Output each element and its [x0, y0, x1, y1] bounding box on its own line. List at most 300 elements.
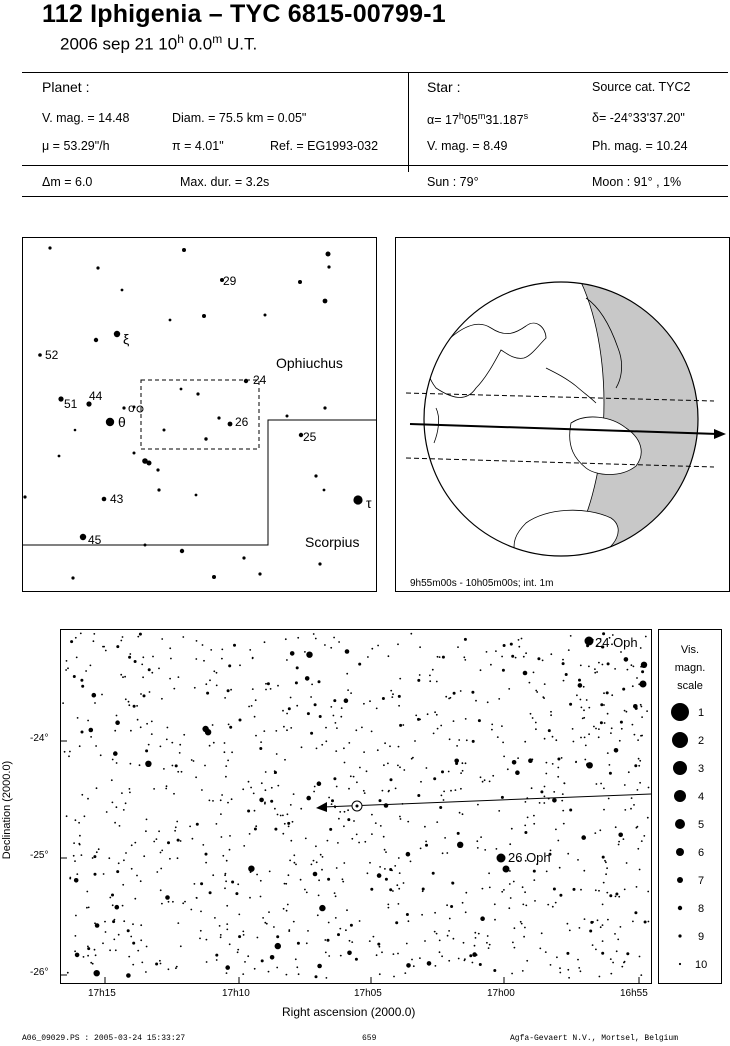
- field-star: [608, 798, 610, 800]
- field-star: [350, 775, 352, 777]
- field-star: [290, 840, 292, 842]
- field-star: [328, 797, 330, 799]
- field-star: [337, 842, 339, 844]
- field-star: [457, 832, 460, 835]
- field-star: [395, 921, 398, 924]
- field-star: [535, 722, 537, 724]
- field-star: [290, 651, 295, 656]
- field-star: [353, 820, 355, 822]
- field-star: [306, 652, 312, 658]
- field-star: [233, 644, 236, 647]
- field-star: [575, 761, 577, 763]
- field-star: [318, 879, 320, 881]
- field-star: [462, 770, 464, 772]
- field-star: [404, 972, 406, 974]
- field-star: [229, 726, 232, 729]
- field-star: [137, 950, 139, 952]
- field-star: [109, 897, 111, 899]
- field-star: [133, 705, 136, 708]
- field-star: [639, 869, 641, 871]
- field-star: [212, 800, 214, 802]
- field-star: [643, 835, 645, 837]
- field-star: [397, 765, 399, 767]
- field-star: [350, 692, 352, 694]
- field-star: [331, 799, 334, 802]
- field-star: [588, 733, 590, 735]
- field-star: [206, 939, 208, 941]
- field-star: [377, 749, 379, 751]
- field-star: [103, 873, 105, 875]
- field-star: [569, 703, 572, 706]
- field-star: [609, 764, 611, 766]
- field-star: [67, 972, 69, 974]
- field-star: [168, 968, 170, 970]
- field-star: [293, 854, 295, 856]
- field-star: [465, 762, 467, 764]
- field-star: [484, 849, 486, 851]
- field-star: [647, 817, 649, 819]
- field-star: [397, 643, 399, 645]
- field-star: [325, 952, 327, 954]
- field-star: [104, 921, 106, 923]
- field-star: [305, 838, 307, 840]
- finder-chart-panel: [22, 237, 377, 592]
- field-star: [541, 932, 543, 934]
- field-star: [425, 844, 428, 847]
- field-star: [237, 883, 239, 885]
- field-star: [632, 724, 634, 726]
- field-star: [93, 640, 95, 642]
- field-star: [283, 726, 285, 728]
- planet-parallax: π = 4.01": [172, 139, 224, 153]
- legend-values: [695, 707, 707, 971]
- field-star: [88, 907, 90, 909]
- field-star: [398, 888, 400, 890]
- field-star: [178, 676, 180, 678]
- field-star: [319, 715, 322, 718]
- field-star: [225, 765, 227, 767]
- field-star: [320, 854, 322, 856]
- field-star: [75, 915, 77, 917]
- field-star: [460, 788, 462, 790]
- field-star: [136, 705, 138, 707]
- field-star: [205, 853, 208, 856]
- field-star: [489, 887, 491, 889]
- field-star: [282, 815, 284, 817]
- field-star: [225, 880, 227, 882]
- field-star: [131, 844, 133, 846]
- field-star: [93, 633, 95, 635]
- field-star: [403, 769, 405, 771]
- field-star: [339, 928, 341, 930]
- field-star: [487, 935, 489, 937]
- field-star: [562, 810, 564, 812]
- field-star: [583, 870, 585, 872]
- field-star: [533, 870, 536, 873]
- field-star: [609, 772, 612, 775]
- finder-chart: [23, 238, 376, 591]
- field-star: [580, 970, 582, 972]
- field-star: [478, 719, 481, 722]
- field-star: [75, 819, 77, 821]
- field-star: [463, 656, 465, 658]
- field-star: [255, 735, 257, 737]
- field-star: [226, 860, 228, 862]
- field-star: [276, 935, 279, 938]
- planet-motion: μ = 53.29"/h: [42, 139, 110, 153]
- field-star: [532, 759, 534, 761]
- field-star: [441, 955, 443, 957]
- field-star: [125, 802, 127, 804]
- field-star: [482, 781, 484, 783]
- field-star: [618, 841, 620, 843]
- field-star: [238, 914, 240, 916]
- field-star: [297, 942, 300, 945]
- field-star: [313, 791, 315, 793]
- field-star: [216, 823, 218, 825]
- field-star: [216, 959, 218, 961]
- field-star: [614, 748, 619, 753]
- field-star: [398, 903, 400, 905]
- field-star: [81, 854, 83, 856]
- finder-label-xi: ξ: [123, 331, 130, 347]
- field-star: [80, 633, 82, 635]
- field-star: [550, 711, 552, 713]
- legend-mag-1: 1: [698, 707, 705, 719]
- field-star: [324, 939, 326, 941]
- field-star: [494, 919, 496, 921]
- finder-label-25: 25: [303, 430, 317, 444]
- field-star: [577, 859, 579, 861]
- field-star: [369, 700, 371, 702]
- field-star: [335, 750, 337, 752]
- finder-label-45: 45: [88, 533, 102, 547]
- field-star: [393, 976, 395, 978]
- field-star: [109, 949, 111, 951]
- field-star: [296, 966, 298, 968]
- field-star: [121, 792, 123, 794]
- field-star: [313, 860, 315, 862]
- field-star: [335, 917, 337, 919]
- field-star: [462, 762, 464, 764]
- field-star: [172, 765, 174, 767]
- field-star: [259, 747, 262, 750]
- field-star: [349, 940, 351, 942]
- field-star: [326, 977, 328, 979]
- field-star: [524, 831, 527, 834]
- field-star: [305, 676, 310, 681]
- field-star: [261, 959, 264, 962]
- field-star: [593, 726, 595, 728]
- field-star: [640, 647, 642, 649]
- field-star: [249, 649, 251, 651]
- field-star: [278, 944, 280, 946]
- legend-mag-2: 2: [698, 735, 705, 747]
- field-star: [555, 829, 557, 831]
- field-star: [480, 916, 485, 921]
- legend-title-2: magn.: [674, 662, 706, 674]
- field-star: [209, 745, 211, 747]
- field-star: [242, 788, 244, 790]
- field-star: [385, 878, 388, 881]
- field-star: [344, 698, 349, 703]
- field-star: [463, 942, 465, 944]
- field-star: [86, 891, 88, 893]
- field-star: [224, 751, 226, 753]
- field-star: [527, 817, 529, 819]
- field-star: [583, 686, 585, 688]
- field-star: [327, 878, 330, 881]
- field-star: [227, 760, 229, 762]
- field-star: [274, 828, 277, 831]
- field-star: [563, 782, 565, 784]
- field-star: [363, 751, 365, 753]
- field-star: [444, 837, 446, 839]
- field-star: [464, 659, 466, 661]
- field-star: [169, 858, 171, 860]
- field-star: [112, 904, 114, 906]
- field-star: [132, 923, 134, 925]
- field-star: [315, 845, 317, 847]
- field-star: [399, 816, 401, 818]
- field-star: [453, 720, 455, 722]
- field-star: [243, 934, 245, 936]
- field-star: [578, 679, 581, 682]
- field-star: [177, 771, 179, 773]
- field-star: [508, 688, 510, 690]
- field-star: [324, 644, 326, 646]
- field-star: [415, 715, 417, 717]
- field-star: [400, 818, 402, 820]
- field-star: [156, 871, 158, 873]
- field-star: [637, 739, 639, 741]
- field-star: [83, 956, 85, 958]
- field-star: [633, 804, 635, 806]
- field-star: [484, 779, 486, 781]
- field-star: [69, 877, 71, 879]
- field-star: [173, 688, 175, 690]
- field-star: [604, 722, 606, 724]
- field-star: [627, 669, 629, 671]
- field-star: [580, 665, 582, 667]
- info-divider: [408, 72, 409, 172]
- field-star: [607, 713, 609, 715]
- field-star: [143, 694, 146, 697]
- field-star: [122, 884, 124, 886]
- legend-mag-5: 5: [698, 819, 705, 831]
- field-star: [540, 790, 543, 793]
- field-star: [140, 726, 142, 728]
- field-star: [509, 870, 511, 872]
- field-star: [292, 821, 294, 823]
- field-star: [475, 937, 477, 939]
- field-star: [252, 658, 254, 660]
- field-star: [457, 646, 459, 648]
- target-star-marker: [137, 406, 143, 412]
- field-star: [641, 670, 644, 673]
- field-star: [128, 656, 131, 659]
- field-star: [139, 633, 142, 636]
- field-star: [114, 822, 116, 824]
- field-star: [514, 947, 516, 949]
- field-star: [539, 948, 541, 950]
- field-star: [367, 656, 369, 658]
- field-star: [376, 708, 378, 710]
- field-star: [557, 776, 559, 778]
- field-star: [488, 872, 490, 874]
- field-star: [264, 922, 266, 924]
- field-star: [285, 883, 287, 885]
- field-star: [553, 888, 556, 891]
- field-star: [347, 809, 349, 811]
- field-star: [533, 879, 535, 881]
- field-star: [385, 851, 387, 853]
- field-star: [552, 763, 554, 765]
- field-star: [449, 738, 451, 740]
- field-star: [342, 878, 344, 880]
- time-suffix: U.T.: [222, 34, 258, 54]
- field-star: [94, 949, 96, 951]
- field-star: [546, 762, 548, 764]
- field-star: [298, 973, 300, 975]
- target-star-dot: [356, 805, 359, 808]
- field-star: [601, 952, 604, 955]
- field-star: [639, 782, 641, 784]
- field-star: [439, 940, 441, 942]
- field-star: [268, 971, 270, 973]
- field-star: [113, 939, 115, 941]
- field-star: [106, 811, 108, 813]
- field-star: [286, 659, 288, 661]
- field-star: [355, 729, 357, 731]
- field-star: [120, 674, 122, 676]
- field-star: [167, 841, 170, 844]
- field-star: [310, 732, 313, 735]
- field-star: [126, 973, 131, 978]
- field-star: [270, 688, 272, 690]
- field-star: [384, 803, 389, 808]
- field-star: [498, 810, 500, 812]
- field-star: [545, 951, 547, 953]
- field-star: [586, 763, 591, 768]
- field-star: [171, 742, 173, 744]
- field-star: [125, 698, 127, 700]
- field-star: [161, 903, 163, 905]
- field-star: [347, 818, 350, 821]
- field-star: [202, 844, 204, 846]
- globe-panel: [395, 237, 730, 592]
- field-star: [313, 633, 315, 635]
- field-star: [563, 823, 565, 825]
- field-star: [399, 678, 401, 680]
- field-star: [525, 801, 527, 803]
- x-tick-16h55: 16h55: [620, 988, 648, 999]
- field-star: [199, 938, 201, 940]
- field-star: [209, 679, 211, 681]
- field-star: [363, 790, 365, 792]
- field-star: [73, 675, 76, 678]
- field-star: [87, 946, 89, 948]
- field-star: [336, 727, 338, 729]
- field-star: [595, 728, 597, 730]
- field-star: [465, 911, 467, 913]
- field-star: [502, 669, 505, 672]
- field-star: [466, 739, 468, 741]
- field-star: [388, 791, 390, 793]
- field-star: [224, 697, 226, 699]
- field-star: [325, 727, 327, 729]
- field-star: [85, 670, 87, 672]
- field-star: [220, 936, 222, 938]
- field-star: [561, 800, 563, 802]
- field-star: [328, 955, 330, 957]
- field-star: [169, 678, 171, 680]
- field-star: [508, 907, 510, 909]
- field-star: [550, 653, 552, 655]
- field-star: [604, 860, 606, 862]
- field-star: [455, 789, 457, 791]
- field-star: [406, 852, 411, 857]
- field-star: [384, 868, 386, 870]
- field-star: [419, 646, 421, 648]
- field-star: [640, 704, 642, 706]
- field-star: [160, 889, 162, 891]
- field-star: [583, 709, 585, 711]
- field-star: [226, 929, 228, 931]
- field-star: [265, 683, 267, 685]
- field-star: [155, 963, 158, 966]
- field-star: [511, 655, 514, 658]
- field-star: [227, 689, 230, 692]
- field-star: [394, 865, 396, 867]
- field-star: [599, 829, 601, 831]
- field-star: [595, 889, 597, 891]
- field-star: [498, 698, 500, 700]
- field-star: [67, 667, 69, 669]
- field-star: [311, 684, 313, 686]
- field-star: [603, 882, 605, 884]
- field-star: [646, 710, 648, 712]
- finder-label-51: 51: [64, 397, 78, 411]
- field-star: [638, 758, 640, 760]
- field-star: [228, 664, 231, 667]
- field-star: [424, 826, 426, 828]
- field-star: [592, 944, 594, 946]
- field-star: [335, 895, 337, 897]
- field-star: [70, 640, 73, 643]
- field-star: [382, 697, 385, 700]
- field-star: [398, 746, 400, 748]
- field-star: [94, 873, 97, 876]
- field-star: [129, 788, 131, 790]
- field-star: [371, 814, 373, 816]
- field-star: [439, 656, 441, 658]
- field-star: [411, 959, 413, 961]
- field-star: [501, 796, 504, 799]
- field-star: [275, 730, 277, 732]
- field-star: [383, 764, 385, 766]
- field-star: [95, 745, 97, 747]
- field-star: [507, 768, 509, 770]
- field-star: [225, 776, 227, 778]
- field-star: [282, 710, 284, 712]
- field-star: [475, 700, 477, 702]
- field-star: [200, 882, 203, 885]
- field-star: [165, 788, 167, 790]
- field-star: [237, 951, 239, 953]
- field-star: [81, 685, 84, 688]
- field-star: [260, 896, 262, 898]
